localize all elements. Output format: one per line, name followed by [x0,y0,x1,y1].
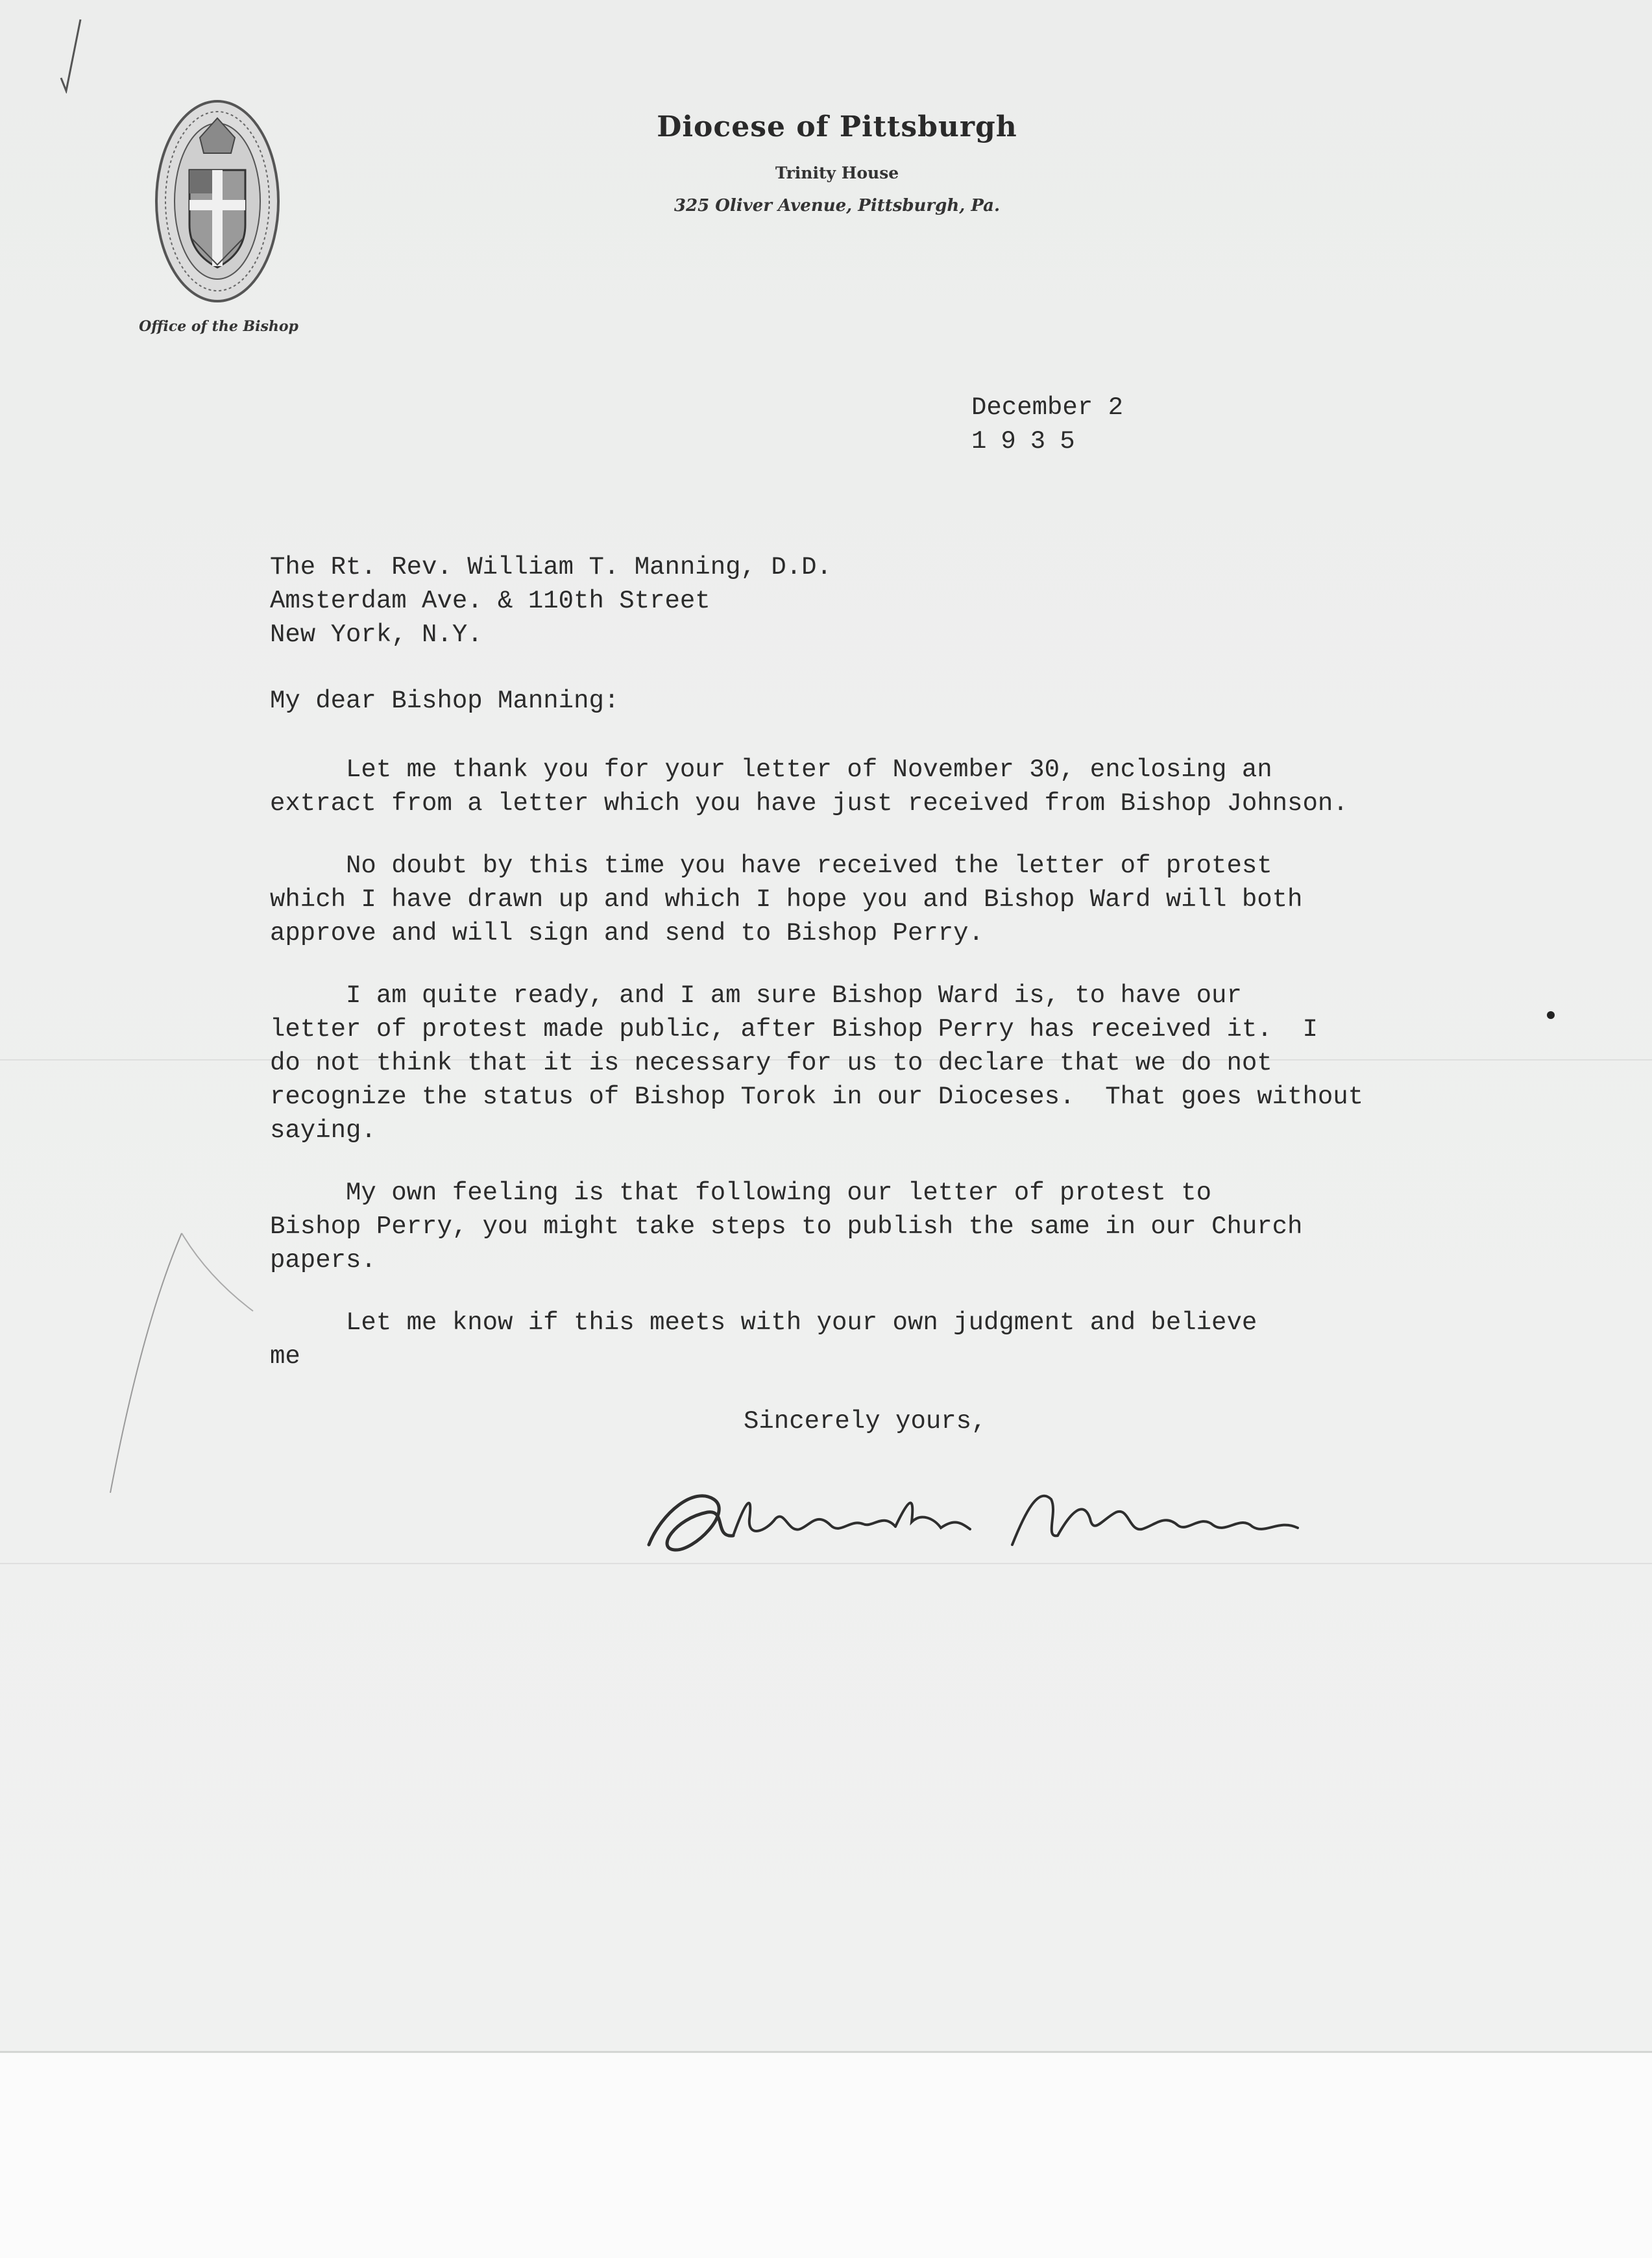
body-paragraph-1: Let me thank you for your letter of November 30, enclosing an extract from a letter which you have just received from Bishop Johnson. [270,755,1348,818]
letterhead-subtitle: Trinity House [775,164,899,182]
date-month-day: December 2 [971,393,1124,422]
body-paragraph-4: My own feeling is that following our letter of protest to Bishop Perry, you might take steps to publish the same in our Church papers. [270,1179,1303,1275]
recipient-name: The Rt. Rev. William T. Manning, D.D. [270,553,832,582]
body-paragraph-3: I am quite ready, and I am sure Bishop Ward is, to have our letter of protest made public, after Bishop Perry has received it. I do not think that it is necessary for us to declare that we do not recognize the status of Bishop Torok in our Dioceses. That goes without saying. [270,981,1364,1145]
pencil-check-mark [57,16,83,93]
handwritten-signature [636,1473,1415,1571]
body-paragraph-5: Let me know if this meets with your own judgment and believe me [270,1308,1257,1371]
scan-background [0,2053,1652,2258]
office-of-the-bishop-label: Office of the Bishop [139,318,298,335]
pencil-stray-marks [97,1227,292,1499]
ink-speck [1547,1011,1555,1019]
recipient-address-block [270,550,832,652]
letterhead-title: Diocese of Pittsburgh [657,110,1017,143]
salutation: My dear Bishop Manning: [270,687,620,715]
date-year: 1935 [971,427,1089,456]
recipient-street: Amsterdam Ave. & 110th Street [270,587,711,615]
closing: Sincerely yours, [744,1407,987,1436]
diocese-seal-icon [153,97,282,305]
letter-date [971,391,1123,458]
recipient-city: New York, N.Y. [270,620,483,649]
letterhead-address: 325 Oliver Avenue, Pittsburgh, Pa. [674,196,1001,215]
body-paragraph-2: No doubt by this time you have received the letter of protest which I have drawn up and which I hope you and Bishop Ward will both approve and will sign and send to Bishop Perry. [270,852,1303,948]
